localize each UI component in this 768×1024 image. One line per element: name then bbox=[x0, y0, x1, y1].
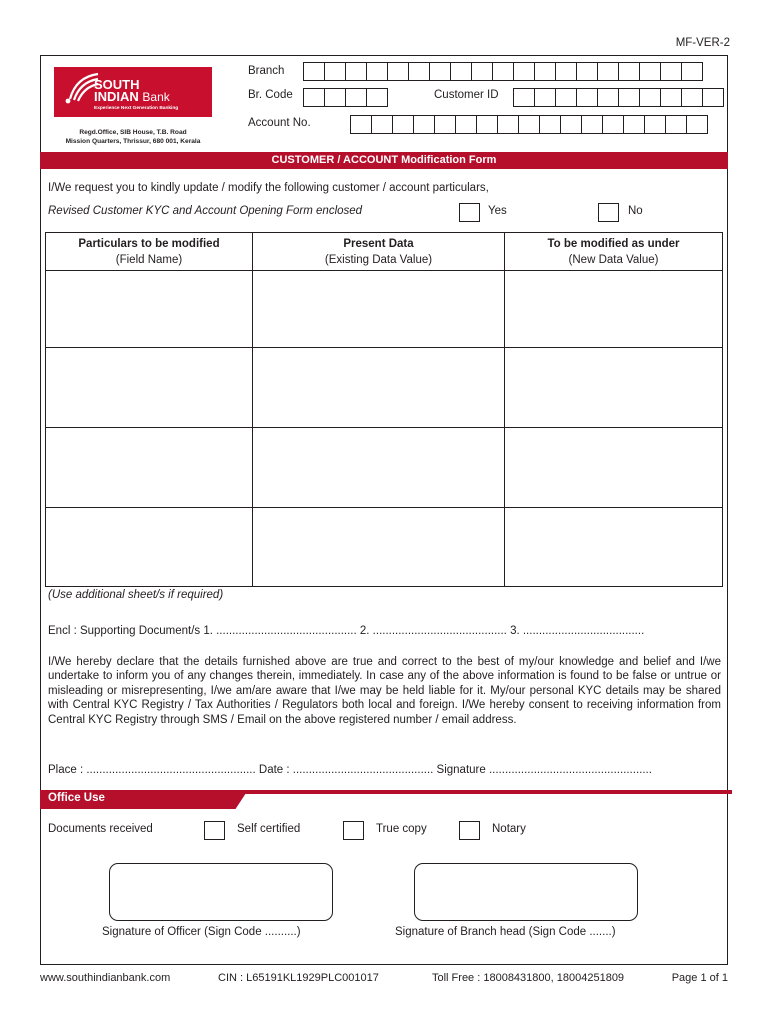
footer-cin: CIN : L65191KL1929PLC001017 bbox=[218, 972, 379, 984]
address-line: Regd.Office, SIB House, T.B. Road bbox=[79, 129, 187, 136]
bank-tagline: Experience Next Generation Banking bbox=[94, 106, 179, 111]
field-name-cell[interactable] bbox=[46, 348, 253, 428]
kyc-no-checkbox[interactable] bbox=[598, 203, 619, 222]
kyc-yes-checkbox[interactable] bbox=[459, 203, 480, 222]
col-present-header bbox=[253, 233, 505, 271]
present-data-cell[interactable] bbox=[253, 428, 505, 508]
table-row bbox=[46, 271, 723, 348]
branch-head-signature-label: Signature of Branch head (Sign Code .......) bbox=[395, 926, 616, 938]
notary-checkbox[interactable] bbox=[459, 821, 480, 840]
customer-id-label: Customer ID bbox=[434, 89, 499, 101]
declaration-text: I/We hereby declare that the details furnished above are true and correct to the best of my/our knowledge and belief and I/we undertake to inform you of any changes therein, immediately. In case any of the above information is found to be false or untrue or misleading or misrepresenting, I/we am/are aware that I/we may be held liable for it. My/our personal KYC details may be shared with Central KYC Registry / Tax Authorities / Regulators both local and foreign. I/We hereby consent to receiving information from Central KYC Registry through SMS / Email on the above registered number / email address. bbox=[48, 656, 721, 726]
yes-label: Yes bbox=[488, 205, 507, 217]
column-subtitle: (Existing Data Value) bbox=[324, 253, 433, 266]
table-row bbox=[46, 428, 723, 508]
present-data-cell[interactable] bbox=[253, 271, 505, 348]
officer-signature-box[interactable] bbox=[109, 863, 333, 921]
column-title: Particulars to be modified bbox=[78, 237, 220, 250]
field-name-cell[interactable] bbox=[46, 428, 253, 508]
true-copy-checkbox[interactable] bbox=[343, 821, 364, 840]
branch-head-signature-box[interactable] bbox=[414, 863, 638, 921]
form-title: CUSTOMER / ACCOUNT Modification Form bbox=[40, 152, 728, 169]
enclosures-line: Encl : Supporting Document/s 1. ............................................ 2. .......................................... 3. ...................................... bbox=[48, 625, 645, 637]
true-copy-label: True copy bbox=[376, 823, 427, 835]
self-certified-label: Self certified bbox=[237, 823, 301, 835]
notary-label: Notary bbox=[492, 823, 526, 835]
account-no-label: Account No. bbox=[248, 117, 311, 129]
new-data-cell[interactable] bbox=[505, 508, 723, 587]
present-data-cell[interactable] bbox=[253, 348, 505, 428]
officer-signature-label: Signature of Officer (Sign Code ..........) bbox=[102, 926, 301, 938]
bank-logo bbox=[54, 67, 212, 117]
documents-received-label: Documents received bbox=[48, 823, 153, 835]
col-new-header bbox=[505, 233, 723, 271]
footer-website: www.southindianbank.com bbox=[40, 972, 171, 984]
col-particulars-header bbox=[46, 233, 253, 271]
column-subtitle: (Field Name) bbox=[115, 253, 183, 266]
bank-name-line1: SOUTH bbox=[94, 77, 140, 92]
customer-id-input[interactable] bbox=[513, 88, 723, 107]
field-name-cell[interactable] bbox=[46, 271, 253, 348]
branch-input[interactable] bbox=[303, 62, 702, 81]
footer-page-number: Page 1 of 1 bbox=[671, 972, 728, 984]
field-name-cell[interactable] bbox=[46, 508, 253, 587]
bank-address bbox=[54, 128, 212, 146]
kyc-text: Revised Customer KYC and Account Opening Form enclosed bbox=[48, 205, 363, 217]
additional-sheet-note: (Use additional sheet/s if required) bbox=[48, 589, 224, 601]
bank-name-line2: INDIAN bbox=[94, 89, 139, 104]
self-certified-checkbox[interactable] bbox=[204, 821, 225, 840]
bank-name-suffix: Bank bbox=[142, 90, 170, 104]
account-no-input[interactable] bbox=[350, 115, 707, 134]
address-line: Mission Quarters, Thrissur, 680 001, Kerala bbox=[65, 138, 201, 145]
request-text: I/We request you to kindly update / modify the following customer / account particulars, bbox=[48, 182, 489, 194]
modification-table bbox=[45, 232, 723, 587]
branch-label: Branch bbox=[248, 65, 285, 77]
present-data-cell[interactable] bbox=[253, 508, 505, 587]
table-row bbox=[46, 508, 723, 587]
column-title: Present Data bbox=[343, 237, 414, 250]
table-row bbox=[46, 348, 723, 428]
office-use-title: Office Use bbox=[48, 792, 105, 804]
new-data-cell[interactable] bbox=[505, 271, 723, 348]
no-label: No bbox=[628, 205, 643, 217]
new-data-cell[interactable] bbox=[505, 348, 723, 428]
place-date-signature-line: Place : ..................................................... Date : ............................................ Signature ................................................... bbox=[48, 764, 652, 776]
column-title: To be modified as under bbox=[547, 237, 680, 250]
column-subtitle: (New Data Value) bbox=[568, 253, 659, 266]
form-code: MF-VER-2 bbox=[675, 37, 730, 49]
table-header-row bbox=[46, 233, 723, 271]
footer-toll-free: Toll Free : 18008431800, 18004251809 bbox=[432, 972, 625, 984]
br-code-input[interactable] bbox=[303, 88, 387, 107]
br-code-label: Br. Code bbox=[248, 89, 293, 101]
new-data-cell[interactable] bbox=[505, 428, 723, 508]
